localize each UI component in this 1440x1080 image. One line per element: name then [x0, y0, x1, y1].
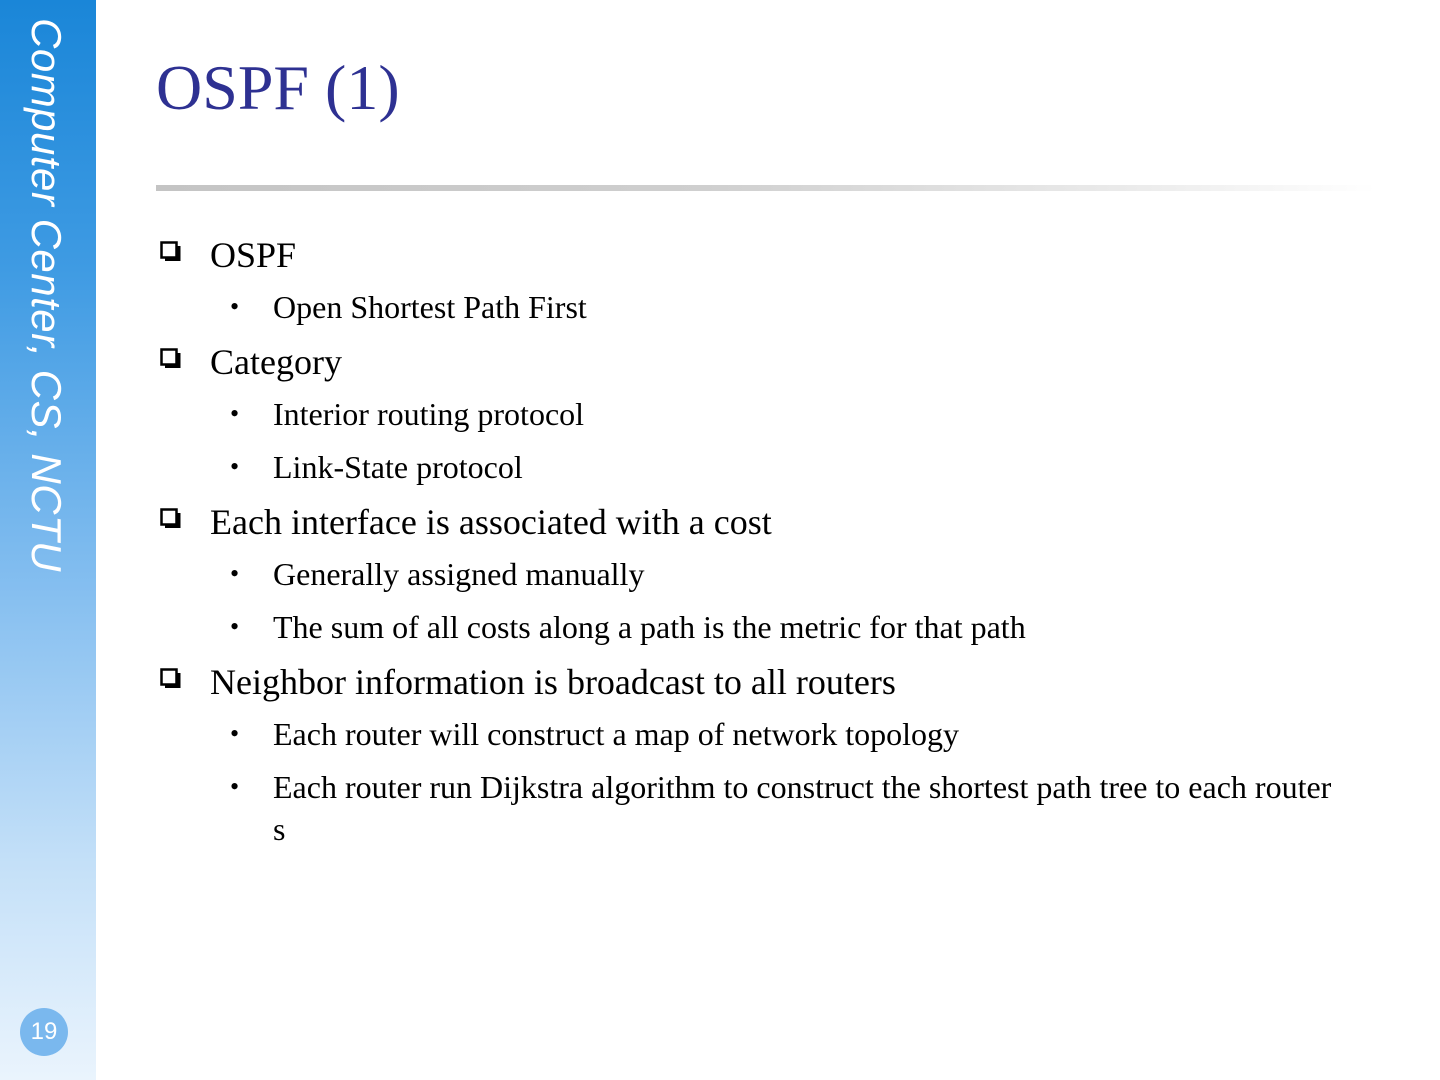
bullet-text: Category — [210, 342, 342, 382]
bullet-text: OSPF — [210, 235, 297, 275]
sub-bullet-item — [156, 606, 1346, 648]
checkbox-square-icon — [160, 508, 182, 530]
sub-bullet-item — [156, 393, 1346, 435]
checkbox-square-icon — [160, 241, 182, 263]
sub-bullet-text: Generally assigned manually — [273, 556, 645, 592]
dot-bullet-icon: • — [230, 612, 240, 641]
bullet-item — [156, 499, 1346, 545]
dot-bullet-icon: • — [230, 399, 240, 428]
page-number-badge: 19 — [20, 1008, 68, 1056]
dot-bullet-icon: • — [230, 772, 240, 801]
bullet-list — [156, 232, 1346, 861]
sub-bullet-item — [156, 286, 1346, 328]
title-divider — [156, 185, 1376, 191]
sub-bullet-text: Each router run Dijkstra algorithm to construct the shortest path tree to each routers — [273, 769, 1332, 847]
sub-bullet-item — [156, 446, 1346, 488]
dot-bullet-icon: • — [230, 292, 240, 321]
checkbox-square-icon — [160, 348, 182, 370]
sub-bullet-text: Each router will construct a map of network topology — [273, 716, 960, 752]
dot-bullet-icon: • — [230, 559, 240, 588]
dot-bullet-icon: • — [230, 452, 240, 481]
sub-bullet-item — [156, 766, 1346, 850]
sub-bullet-text: The sum of all costs along a path is the metric for that path — [273, 609, 1026, 645]
sub-bullet-item — [156, 713, 1346, 755]
slide-title: OSPF (1) — [156, 52, 400, 123]
sidebar — [0, 0, 96, 1080]
dot-bullet-icon: • — [230, 719, 240, 748]
bullet-item — [156, 232, 1346, 278]
bullet-item — [156, 659, 1346, 705]
sub-bullet-text: Interior routing protocol — [273, 396, 585, 432]
checkbox-square-icon — [160, 668, 182, 690]
sub-bullet-text: Link-State protocol — [273, 449, 523, 485]
sub-bullet-item — [156, 553, 1346, 595]
sub-bullet-text: Open Shortest Path First — [273, 289, 587, 325]
sidebar-label: Computer Center, CS, NCTU — [23, 18, 70, 572]
bullet-text: Each interface is associated with a cost — [210, 502, 772, 542]
bullet-text: Neighbor information is broadcast to all routers — [210, 662, 896, 702]
bullet-item — [156, 339, 1346, 385]
